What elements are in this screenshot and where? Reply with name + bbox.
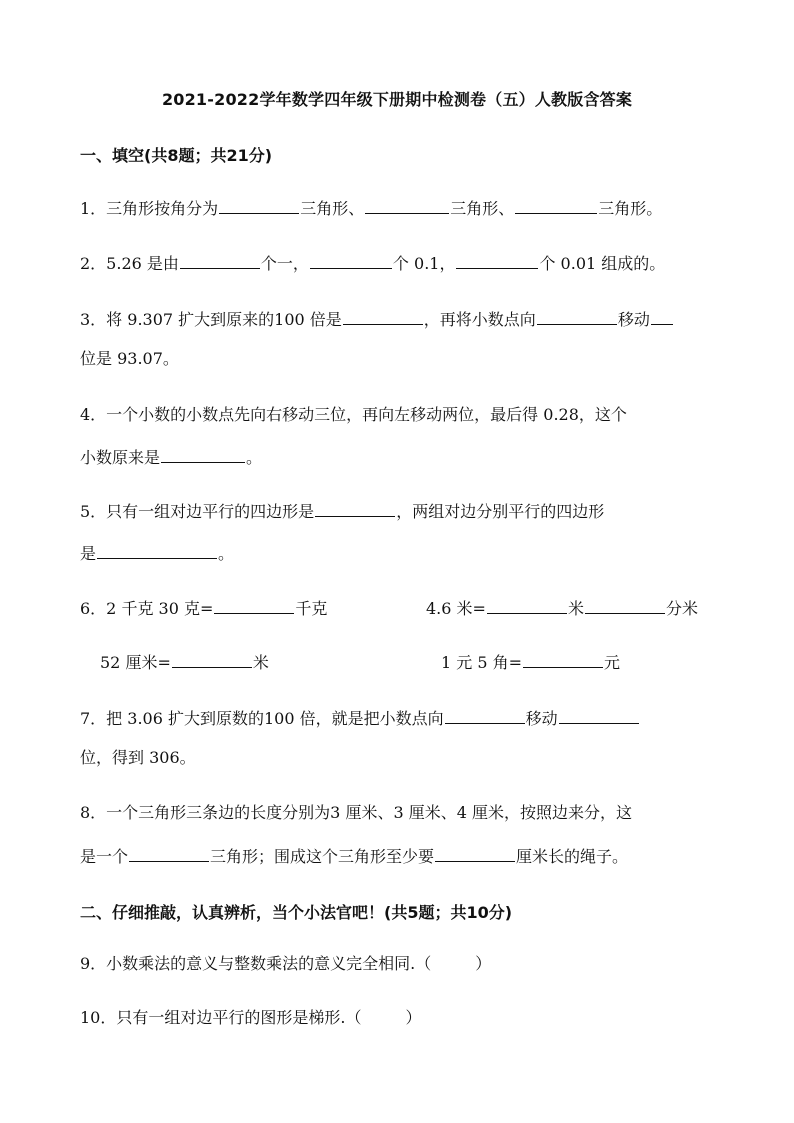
q3-text-c: 移动 [617,310,650,329]
q7-text-b: 移动 [525,709,558,728]
question-8-line-1: 8．一个三角形三条边的长度分别为3 厘米、3 厘米、4 厘米，按照边来分，这 [80,803,632,822]
q8-blank-1[interactable] [129,845,209,862]
q5-text-d: 。 [218,544,235,563]
q8-blank-2[interactable] [435,845,515,862]
question-2 [80,252,665,274]
q6-text-c1: 52 厘米= [100,653,171,672]
q5-text-a: 5．只有一组对边平行的四边形是 [80,502,315,521]
q1-text-d: 三角形。 [598,199,663,218]
q6-text-c2: 米 [252,653,269,672]
question-5-line-1 [80,500,604,522]
q6-blank-b2[interactable] [585,597,665,614]
q6-blank-c[interactable] [172,651,252,668]
q9-text: 9．小数乘法的意义与整数乘法的意义完全相同.（ [80,954,432,973]
q5-text-b: ，两组对边分别平行的四边形 [396,502,605,521]
q6-blank-a[interactable] [214,597,294,614]
q6-text-a1: 6．2 千克 30 克= [80,599,214,618]
question-5-line-2 [80,542,234,564]
q6-text-d2: 元 [604,653,621,672]
q9-close-paren: ） [475,954,492,973]
q3-text-b: ，再将小数点向 [423,310,536,329]
q2-text-d: 个 0.01 组成的。 [539,254,666,273]
question-6-part-c [100,651,269,673]
question-10 [80,1008,421,1028]
q6-text-b3: 分米 [665,599,698,618]
q1-blank-1[interactable] [219,197,299,214]
q3-blank-1[interactable] [343,308,423,325]
q7-blank-1[interactable] [445,707,525,724]
q2-text-c: 个 0.1， [392,254,456,273]
question-9 [80,954,491,974]
question-6-part-b [426,597,698,619]
q2-text-a: 2．5.26 是由 [80,254,179,273]
q7-text-a: 7．把 3.06 扩大到原数的100 倍，就是把小数点向 [80,709,444,728]
question-4-line-1: 4．一个小数的小数点先向右移动三位，再向左移动两位，最后得 0.28，这个 [80,405,627,424]
q2-text-b: 个一， [260,254,309,273]
q3-blank-2[interactable] [537,308,617,325]
q8-text-a: 是一个 [80,847,129,866]
section-1-heading: 一、填空(共8题；共21分) [80,146,273,165]
q8-text-c: 厘米长的绳子。 [516,847,629,866]
q2-blank-2[interactable] [310,252,392,269]
q6-blank-b1[interactable] [487,597,567,614]
q10-text: 10．只有一组对边平行的图形是梯形.（ [80,1008,362,1027]
question-7-line-2: 位，得到 306。 [80,748,196,767]
q5-blank-2[interactable] [97,542,217,559]
q5-blank-1[interactable] [315,500,395,517]
section-2-heading: 二、仔细推敲，认真辨析，当个小法官吧！(共5题；共10分) [80,903,513,922]
q2-blank-1[interactable] [180,252,260,269]
question-8-line-2 [80,845,628,867]
q7-blank-2[interactable] [559,707,639,724]
question-4-line-2 [80,446,262,468]
question-3-line-1 [80,308,674,330]
q6-text-b1: 4.6 米= [426,599,486,618]
question-6-part-d [441,651,620,673]
q3-blank-3[interactable] [651,308,673,325]
q5-text-c: 是 [80,544,97,563]
q6-text-b2: 米 [567,599,584,618]
q4-text-a: 小数原来是 [80,448,161,467]
q1-text-b: 三角形、 [300,199,365,218]
q3-text-a: 3．将 9.307 扩大到原来的100 倍是 [80,310,342,329]
q1-text-c: 三角形、 [450,199,515,218]
q4-blank-1[interactable] [161,446,245,463]
question-1 [80,197,662,219]
q1-blank-3[interactable] [515,197,597,214]
q1-blank-2[interactable] [365,197,449,214]
q6-blank-d[interactable] [523,651,603,668]
question-6-part-a [80,597,327,619]
q1-text-a: 1．三角形按角分为 [80,199,219,218]
q10-close-paren: ） [405,1008,422,1027]
page-title: 2021-2022学年数学四年级下册期中检测卷（五）人教版含答案 [161,90,633,109]
question-3-line-2: 位是 93.07。 [80,349,179,368]
q4-text-b: 。 [246,448,263,467]
q8-text-b: 三角形；围成这个三角形至少要 [210,847,435,866]
question-7-line-1 [80,707,640,729]
q2-blank-3[interactable] [456,252,538,269]
q6-text-d1: 1 元 5 角= [441,653,523,672]
q6-text-a2: 千克 [295,599,328,618]
